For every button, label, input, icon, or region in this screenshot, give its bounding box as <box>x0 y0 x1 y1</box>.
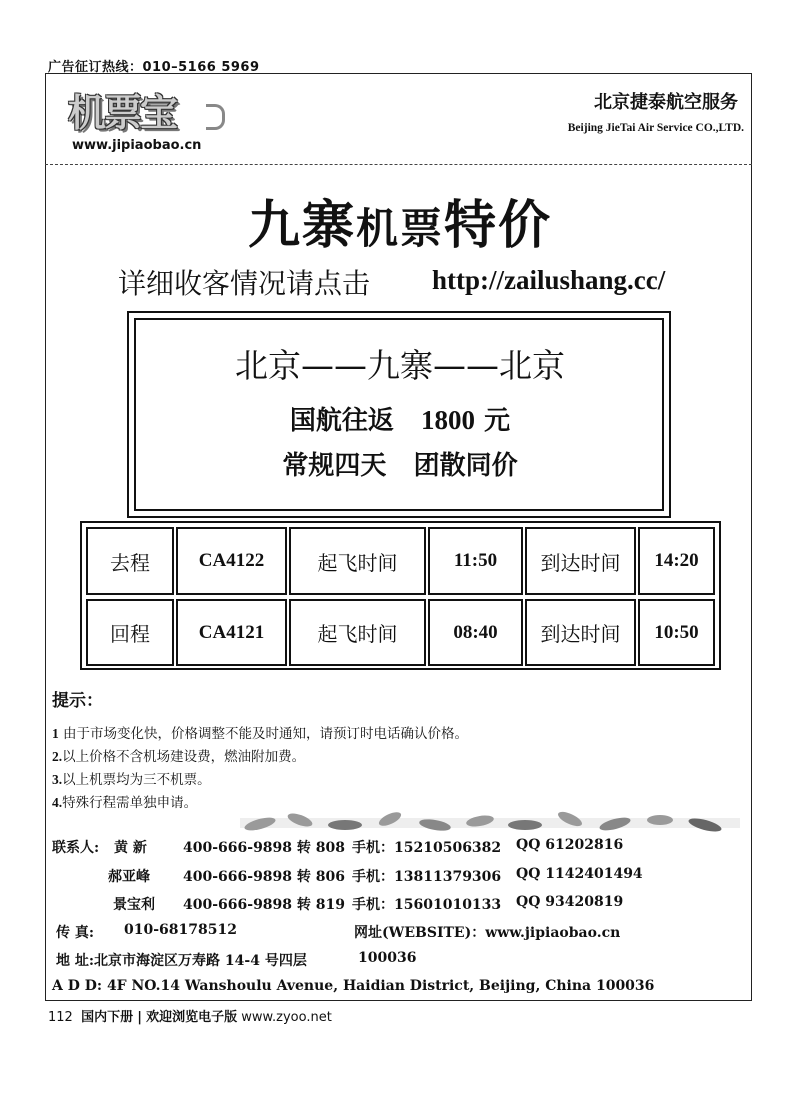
arrival-time: 14:20 <box>638 527 715 595</box>
logo-website[interactable]: www.jipiaobao.cn <box>72 138 202 153</box>
detail-link[interactable]: http://zailushang.cc/ <box>432 265 666 295</box>
leaf-border-decoration <box>240 810 740 834</box>
arrival-label: 到达时间 <box>525 599 636 666</box>
company-name-en: Beijing JieTai Air Service CO.,LTD. <box>567 122 744 134</box>
ad-hotline: 广告征订热线：010–5166 5969 <box>48 60 260 75</box>
headline-special: 特价 <box>444 196 553 256</box>
headline <box>0 183 800 258</box>
contact-name: 黄 新 <box>114 840 147 856</box>
flight-number: CA4122 <box>176 527 287 595</box>
company-name-cn: 北京捷泰航空服务 <box>594 92 738 113</box>
departure-time: 08:40 <box>428 599 523 666</box>
days-text: 常规四天 <box>282 451 387 481</box>
contact-name: 郝亚峰 <box>108 869 150 885</box>
tip-item: 4.特殊行程需单独申请。 <box>52 795 198 811</box>
address-line: 地 址:北京市海淀区万寿路 14-4 号四层 <box>56 953 307 969</box>
route-price <box>130 400 670 437</box>
website-line: 网址(WEBSITE)：www.jipiaobao.cn <box>354 925 621 941</box>
departure-time: 11:50 <box>428 527 523 595</box>
contact-phone: 400-666-9898 转 806 <box>183 869 346 885</box>
jipiaobao-logo <box>56 82 226 135</box>
price-unit: 元 <box>484 406 511 436</box>
flight-table <box>80 521 721 670</box>
contact-name: 景宝利 <box>113 897 155 913</box>
zip-code: 100036 <box>358 950 417 966</box>
route-days <box>130 445 670 482</box>
contacts-label: 联系人: <box>52 840 100 856</box>
contact-qq: QQ 93420819 <box>516 894 624 910</box>
contact-mobile: 手机：13811379306 <box>352 869 502 885</box>
route-line: 北京——九寨——北京 <box>235 346 565 385</box>
page-footer <box>48 1006 332 1025</box>
website-link[interactable]: www.jipiaobao.cn <box>485 925 621 941</box>
contact-phone: 400-666-9898 转 819 <box>183 897 346 913</box>
header-divider <box>45 164 752 165</box>
price-label: 国航往返 <box>289 406 394 436</box>
page-number: 112 <box>48 1010 73 1025</box>
contact-mobile: 手机：15601010133 <box>352 897 502 913</box>
flight-direction: 去程 <box>86 527 174 595</box>
detail-label: 详细收客情况请点击 <box>118 267 371 300</box>
departure-label: 起飞时间 <box>289 527 426 595</box>
arrival-label: 到达时间 <box>525 527 636 595</box>
contact-qq: QQ 1142401494 <box>516 866 643 882</box>
tip-item: 3.以上机票均为三不机票。 <box>52 772 211 788</box>
flight-direction: 回程 <box>86 599 174 666</box>
tip-item: 1 由于市场变化快，价格调整不能及时通知，请预订时电话确认价格。 <box>52 726 469 742</box>
price-value: 1800 <box>421 405 476 435</box>
fax-label: 传 真: <box>56 925 95 941</box>
tips-heading: 提示： <box>52 691 103 711</box>
footer-section: 国内下册 <box>81 1010 134 1025</box>
arrival-time: 10:50 <box>638 599 715 666</box>
headline-dest: 九寨 <box>247 196 356 256</box>
headline-ticket: 机票 <box>355 204 444 253</box>
group-text: 团散同价 <box>413 451 518 481</box>
footer-separator: | <box>137 1010 142 1025</box>
flight-number: CA4121 <box>176 599 287 666</box>
logo-text: 机票宝 <box>68 91 177 135</box>
contact-qq: QQ 61202816 <box>516 837 624 853</box>
contact-phone: 400-666-9898 转 808 <box>183 840 346 856</box>
fax-number: 010-68178512 <box>124 922 237 938</box>
tip-item: 2.以上价格不含机场建设费，燃油附加费。 <box>52 749 306 765</box>
departure-label: 起飞时间 <box>289 599 426 666</box>
footer-promo: 欢迎浏览电子版 <box>146 1010 238 1025</box>
logo-swoosh-icon <box>206 104 225 130</box>
address-en: A D D: 4F NO.14 Wanshoulu Avenue, Haidian District, Beijing, China 100036 <box>52 978 655 994</box>
contact-mobile: 手机：15210506382 <box>352 840 502 856</box>
footer-site-link[interactable]: www.zyoo.net <box>241 1010 332 1025</box>
